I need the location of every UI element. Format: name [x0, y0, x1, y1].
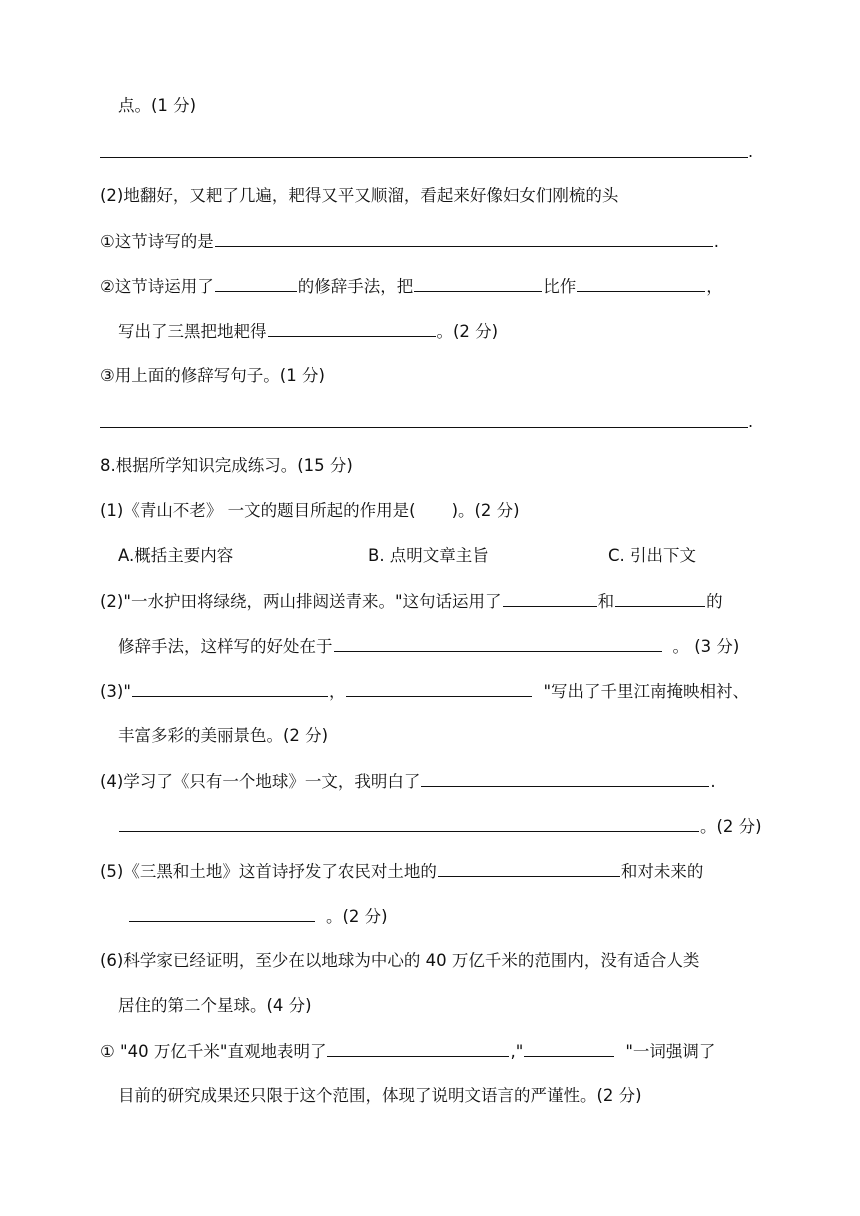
answer-blank[interactable] — [327, 1040, 509, 1057]
answer-blank[interactable] — [524, 1040, 614, 1057]
option-b: B. 点明文章主旨 — [368, 546, 489, 565]
answer-line[interactable] — [100, 427, 748, 428]
q8-part6-sub1-cont: 目前的研究成果还只限于这个范围，体现了说明文语言的严谨性。(2 分) — [118, 1086, 642, 1105]
q8-part1: (1)《青山不老》 一文的题目所起的作用是( )。(2 分) — [100, 501, 520, 520]
option-c: C. 引出下文 — [608, 546, 697, 565]
q8-part5: (5)《三黑和土地》这首诗抒发了农民对土地的 和对未来的 — [100, 862, 704, 881]
q8-part4: (4)学习了《只有一个地球》一文，我明白了 . — [100, 772, 716, 791]
q8-part3-cont: 丰富多彩的美丽景色。(2 分) — [118, 726, 329, 745]
answer-blank[interactable] — [268, 320, 436, 337]
answer-blank[interactable] — [129, 905, 315, 922]
answer-blank[interactable] — [215, 230, 713, 247]
answer-blank[interactable] — [132, 680, 328, 697]
q7-sub3: ③用上面的修辞写句子。(1 分) — [100, 366, 325, 385]
q8-part2: (2)"一水护田将绿绕，两山排闼送青来。"这句话运用了 和 的 — [100, 592, 723, 611]
answer-blank[interactable] — [334, 635, 662, 652]
q8-part6-cont: 居住的第二个星球。(4 分) — [118, 996, 312, 1015]
q8-part6-sub1: ① "40 万亿千米"直观地表明了 ," "一词强调了 — [100, 1042, 716, 1061]
line-end-dot: . — [748, 412, 754, 431]
q7-part2-text: (2)地翻好，又耙了几遍，耙得又平又顺溜，看起来好像妇女们刚梳的头 — [100, 186, 619, 205]
q8-part4-cont: 。(2 分) — [118, 815, 762, 838]
q8-part6: (6)科学家已经证明，至少在以地球为中心的 40 万亿千米的范围内，没有适合人类 — [100, 951, 700, 970]
q8-part2-cont: 修辞手法，这样写的好处在于 。 (3 分) — [118, 637, 740, 656]
q8-part5-cont: 。(2 分) — [128, 905, 388, 928]
answer-blank[interactable] — [615, 590, 705, 607]
q7-sub2: ②这节诗运用了 的修辞手法，把 比作 ， — [100, 277, 723, 296]
answer-blank[interactable] — [346, 680, 532, 697]
line-end-dot: . — [748, 142, 754, 161]
answer-blank[interactable] — [421, 770, 709, 787]
q8-part3: (3)" ， "写出了千里江南掩映相衬、 — [100, 682, 750, 701]
answer-blank[interactable] — [414, 275, 542, 292]
option-a: A.概括主要内容 — [118, 546, 234, 565]
answer-blank[interactable] — [577, 275, 705, 292]
answer-blank[interactable] — [503, 590, 597, 607]
answer-blank[interactable] — [119, 815, 699, 832]
answer-blank[interactable] — [215, 275, 297, 292]
q7-sub2-cont: 写出了三黑把地耙得 。(2 分) — [118, 322, 499, 341]
answer-blank[interactable] — [438, 860, 620, 877]
q7-continuation: 点。(1 分) — [118, 96, 197, 115]
q8-title: 8.根据所学知识完成练习。(15 分) — [100, 456, 353, 475]
q7-sub1: ①这节诗写的是 . — [100, 232, 720, 251]
answer-line[interactable] — [100, 157, 748, 158]
